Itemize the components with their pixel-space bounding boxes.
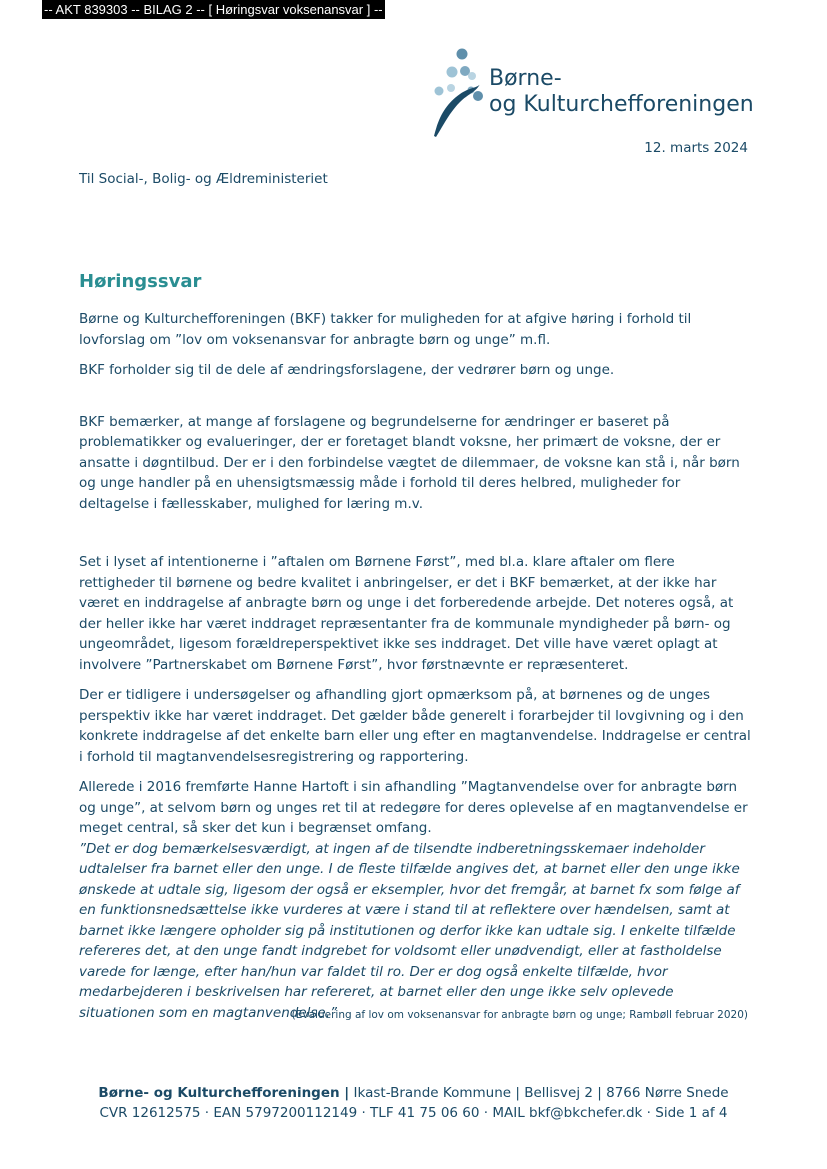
footer-line-1: [0, 1083, 827, 1103]
document-stamp-banner: -- AKT 839303 -- BILAG 2 -- [ Høringsvar voksenansvar ] --: [44, 2, 383, 17]
quote-citation: (Evaluering af lov om voksenansvar for anbragte børn og unge; Rambøll februar 2020): [291, 1009, 748, 1021]
footer-line-2: CVR 12612575 · EAN 5797200112149 · TLF 41 75 06 60 · MAIL bkf@bkchefer.dk · Side 1 af 4: [99, 1105, 728, 1121]
logo-wordmark-line1: Børne-: [489, 66, 562, 91]
footer-org-name: Børne- og Kulturchefforeningen |: [98, 1085, 350, 1101]
body-paragraph-5: Der er tidligere i undersøgelser og afhandling gjort opmærksom på, at børnenes og de unges perspektiv ikke har været inddraget. Det gælder både generelt i forarbejder til lovgivning og i den konkrete inddragelse af det enkelte barn eller ung efter en magtanvendelse. Inddragelse er central i forhold til magtanvendelsesregistrering og rapportering.: [79, 687, 751, 765]
block-quote: ”Det er dog bemærkelsesværdigt, at ingen af de tilsendte indberetningsskemaer indeholder udtalelser fra barnet eller den unge. I de fleste tilfælde angives det, at barnet eller den unge ikke ønskede at udtale sig, ligesom der også er eksempler, hvor det fremgår, at barnet fx som følge af en funktionsnedsættelse ikke vurderes at være i stand til at reflektere over hændelsen, samt at barnet ikke længere opholder sig på institutionen og derfor ikke kan udtale sig. I enkelte tilfælde refereres det, at den unge fandt indgrebet for voldsomt eller unødvendigt, eller at fastholdelse varede for længe, efter han/hun var faldet til ro. Der er dog også enkelte tilfælde, hvor medarbejderen i beskrivelsen har refereret, at barnet eller den unge ikke selv oplevede situationen som en magtanvendelse.”: [79, 840, 740, 1021]
letter-date: 12. marts 2024: [644, 140, 748, 156]
body-paragraph-4: Set i lyset af intentionerne i ”aftalen om Børnene Først”, med bl.a. klare aftaler om flere rettigheder til børnene og bedre kvalitet i anbringelser, er det i BKF bemærket, at der ikke har været en inddragelse af anbragte børn og unge i det forberedende arbejde. Det noteres også, at der heller ikke har været inddraget repræsentanter fra de kommunale myndigheder på børn- og ungeområdet, ligesom forældreperspektivet ikke ses inddraget. Det ville have været oplagt at involvere ”Partnerskabet om Børnene Først”, hvor førstnævnte er repræsenteret.: [79, 554, 734, 673]
body-paragraph-1: Børne og Kulturchefforeningen (BKF) takker for muligheden for at afgive høring i forhold til lovforslag om ”lov om voksenansvar for anbragte børn og unge” m.fl.: [79, 311, 692, 348]
logo-wordmark: [489, 66, 754, 118]
logo-wordmark-line2: og Kulturchefforeningen: [489, 92, 754, 117]
letter-body: [79, 309, 751, 1023]
tree-logo-icon: [430, 46, 490, 142]
document-title: Høringssvar: [79, 271, 202, 292]
body-paragraph-2: BKF forholder sig til de dele af ændringsforslagene, der vedrører børn og unge.: [79, 362, 615, 378]
letter-recipient: Til Social-, Bolig- og Ældreministeriet: [79, 171, 328, 187]
body-paragraph-3: BKF bemærker, at mange af forslagene og begrundelserne for ændringer er baseret på problematikker og evalueringer, der er foretaget blandt voksne, her primært de voksne, der er ansatte i døgntilbud. Der er i den forbindelse vægtet de dilemmaer, de voksne kan stå i, når børn og unge handler på en uhensigtsmæssig måde i forhold til deres helbred, muligheder for deltagelse i fællesskaber, mulighed for læring m.v.: [79, 413, 740, 512]
footer-address: Ikast-Brande Kommune | Bellisvej 2 | 8766 Nørre Snede: [349, 1085, 729, 1101]
page-footer: [0, 1083, 827, 1123]
body-paragraph-6: Allerede i 2016 fremførte Hanne Hartoft i sin afhandling ”Magtanvendelse over for anbragte børn og unge”, at selvom børn og unges ret til at redegøre for deres oplevelse af en magtanvendelse er meget central, så sker det kun i begrænset omfang.: [79, 779, 748, 836]
organization-logo: [430, 46, 790, 142]
